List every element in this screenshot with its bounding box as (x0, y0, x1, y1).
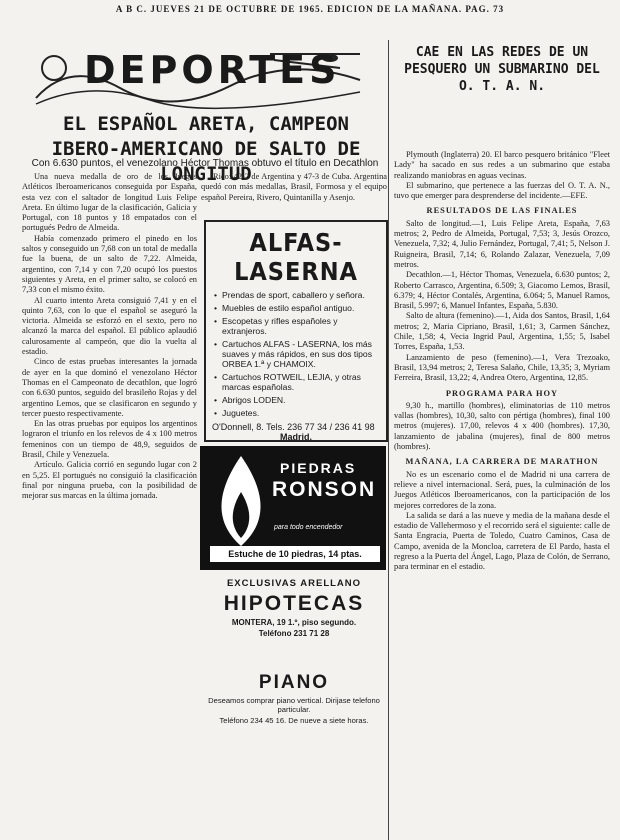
hipotecas-line2: HIPOTECAS (223, 592, 365, 615)
section-title: DEPORTES (84, 48, 341, 92)
article-paragraph: Decathlon.—1, Héctor Thomas, Venezuela, 6.630 puntos; 2, Roberto Carrasco, Argentina, 6.509; 3, Giacomo Lemos, Brasil, 6.379; 4, Héctor Contalés, Argentina, 6.064; 5, Manuel Ramos, Brasil, 5.997; 6, Manuel Infantes, España, 5.830. (394, 270, 610, 311)
article-paragraph: Rico: 42-2 de Argentina y 47-3 de Cuba. Argentina quedó con más medallas, Brasil, Formosa y el equipo español Pereira, Rivero, Quintanilla y Asenjo. (201, 172, 387, 202)
ad-city: Madrid. (279, 432, 312, 442)
ad-item: • Prendas de sport, caballero y señora. (214, 290, 380, 300)
ronson-tagline: para todo encendedor (274, 524, 343, 531)
results-heading: RESULTADOS DE LAS FINALES (426, 206, 578, 216)
flame-icon (206, 452, 276, 552)
article-paragraph: Lanzamiento de peso (femenino).—1, Vera Trezoako, Brasil, 13,94 metros; 2, Teresa Salaño, Chile, 13,35; 3, Myriam Ferreira, Brasil, 13,22; 4, Andrea Otero, Argentina, 12,85. (394, 352, 610, 383)
ad-item: • Juguetes. (214, 408, 380, 418)
ronson-ad (200, 446, 386, 570)
article-paragraph: Artículo. Galicia corrió en segundo lugar con 2 en 5,25. El portugués no consiguió la clasificación final por ninguna prueba, con la posibilidad de mejorar sus marcas en la última jornada. (22, 460, 197, 501)
main-headline: EL ESPAÑOL ARETA, CAMPEON IBERO-AMERICANO DE SALTO DE LONGITUD (51, 113, 361, 185)
article-paragraph: Plymouth (Inglaterra) 20. El barco pesquero británico "Fleet Lady" ha sacado en sus redes a un submarino que estaba realizando maniobras en aguas vecinas. (394, 150, 610, 180)
article-paragraph: En las otras pruebas por equipos los argentinos lograron el triunfo en los relevos de 4 x 100 metros femeninos con un tiempo de 48,9, seguidos de Brasil, Chile y Venezuela. (22, 419, 197, 460)
alfas-laserna-ad (204, 220, 388, 442)
hipotecas-ad (204, 578, 384, 638)
article-paragraph: Había comenzado primero el pinedo en los saltos y conseguido un 7,68 con un total de medalla fue la buena, de un salto de 7,22. Almeida, argentino, con 7,14 y con 7,20 ocupó los puestos siguientes y Areta, en el primer salto, se colocó en 7,33 con el mismo éxito. (22, 233, 197, 295)
piano-line2: Deseamos comprar piano vertical. Dirijase telefono particular. (208, 696, 380, 714)
article-paragraph: Una nueva medalla de oro de los Juegos Atléticos Iberoamericanos conseguida por España, esta vez con el saltador de longitud Luis Felipe Areta. En último lugar de la clasificación, Galicia y Portugal, con 18 puntos y 18 empatados con el portugués Pedro de Almeida. (22, 172, 197, 233)
ad-item: • Cartuchos ALFAS - LASERNA, los más suaves y más rápidos, en sus dos tipos ORBEA 1.ª y CHAMOIX. (214, 339, 380, 369)
article-paragraph: La salida se dará a las nueve y media de la mañana desde el estadio de Vallehermoso y el recorrido será el siguiente: calle de Santa Engracia, Puerta de Toledo, Cuatro Caminos, Casa de Campo, avenida de la Moncloa, carretera de El Pardo, hasta el regreso a la Puerta del Ángel, Lago, Plaza de Colón, de Serrano, para terminar en el estadio. (394, 510, 610, 572)
article-paragraph: Cinco de estas pruebas interesantes la jornada de ayer en la que dominó el venezolano Héctor Thomas en el Campeonato de decathlon, que logró con 6.630 puntos, seguido del brasileño Rojas y del argentino Lemos, que se clasificaron en segundo y tercer puesto respectivamente. (22, 357, 197, 418)
program-heading: PROGRAMA PARA HOY (445, 388, 559, 398)
marathon-heading: MAÑANA, LA CARRERA DE MARATHON (405, 457, 599, 467)
ad-item: • Muebles de estilo español antiguo. (214, 303, 380, 313)
article-paragraph: Salto de altura (femenino).—1, Aida dos Santos, Brasil, 1,64 metros; 2, Maria Cipriano, Brasil, 1,61; 3, Carmen Sánchez, Chile, 1,58; 4, Vecia Ingrid Paul, Argentina, 1,55; 5, Isabel Torres, España, 1,53. (394, 311, 610, 352)
section-banner (30, 40, 370, 112)
ad-item: • Cartuchos ROTWEIL, LEJIA, y otras marcas españolas. (214, 372, 380, 392)
hipotecas-line1: EXCLUSIVAS ARELLANO (226, 578, 362, 589)
ronson-line2: RONSON (272, 478, 377, 501)
page-header: A B C. JUEVES 21 DE OCTUBRE DE 1965. EDICION DE LA MAÑANA. PAG. 73 (115, 4, 505, 14)
piano-ad (204, 672, 384, 725)
piano-line3: Teléfono 234 45 16. De nueve a siete horas. (219, 716, 369, 725)
article-paragraph: El submarino, que pertenece a las fuerzas del O. T. A. N., tuvo que emerger para desprenderse del incidente.—EFE. (394, 180, 610, 201)
ad-item: • Abrigos LODEN. (214, 395, 380, 405)
ad-item-list (214, 290, 380, 418)
main-article-column (22, 172, 197, 832)
article-paragraph: Al cuarto intento Areta consiguió 7,41 y en el quinto 7,63, con lo que el español se aseguró la victoria. Almeida se esforzó en el sexto, pero no alcanzó la marca del español. El público aplaudió calurosamente al campeón, que dio la vuelta al estadio. (22, 295, 197, 357)
ronson-line1: PIEDRAS (280, 460, 357, 476)
right-column-headline: CAE EN LAS REDES DE UN PESQUERO UN SUBMARINO DEL O. T. A. N. (404, 45, 600, 94)
hipotecas-line3: MONTERA, 19 1.º, piso segundo. (231, 618, 357, 627)
hipotecas-line4: Teléfono 231 71 28 (258, 629, 330, 638)
piano-line1: PIANO (258, 672, 330, 693)
right-column (394, 150, 610, 840)
ad-brand: ALFAS-LASERNA (234, 228, 358, 286)
ad-item: • Escopetas y rifles españoles y extranjeros. (214, 316, 380, 336)
ad-address: O'Donnell, 8. Tels. 236 77 34 / 236 41 98 (212, 422, 375, 432)
article-paragraph: Salto de longitud.—1, Luis Felipe Areta, España, 7,63 metros; 2, Pedro de Almeida, Portugal, 7,53; 3, Jesús Orozco, Venezuela, 7,32; 4, Julio Fernández, Portugal, 7,41; 5, Nelson J. Ruigneira, Brasil, 7,14; 6, Rolando Zalazar, Venezuela, 7,09 metros. (394, 218, 610, 269)
ronson-price-strip: Estuche de 10 piedras, 14 ptas. (210, 546, 380, 562)
column-divider (388, 40, 389, 840)
article-paragraph: No es un escenario como el de Madrid ni una carrera de relieve a nivel internacional. Será, pues, la culminación de los Juegos Atléticos Iberoamericanos, con la participación de los mejores corredores de la zona. (394, 469, 610, 510)
main-subhead: Con 6.630 puntos, el venezolano Héctor Thomas obtuvo el título en Decathlon (31, 158, 379, 169)
article-continuation (201, 172, 387, 214)
article-paragraph: 9,30 h., martillo (hombres), eliminatorias de 110 metros vallas (hombres), 10,30, salto con pértiga (hombres), final 100 metros (mujeres). 17,00, relevos 4 x 400 (hombres). 17,30, lanzamiento de jabalina (mujeres), final de 800 metros (hombres). (394, 400, 610, 452)
